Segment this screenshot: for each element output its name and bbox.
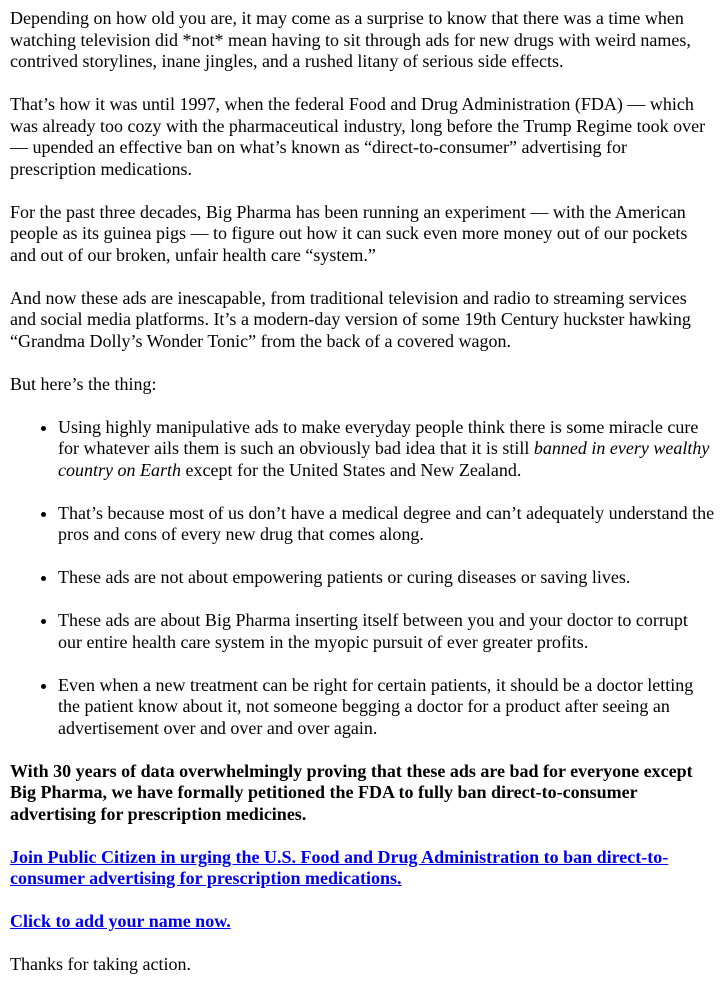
list-item <box>58 417 716 482</box>
argument-list <box>10 417 716 740</box>
thing-paragraph: But here’s the thing: <box>10 373 157 394</box>
intro-paragraph: Depending on how old you are, it may come as a surprise to know that there was a time when watching television did *not* mean having to sit through ads for new drugs with weird names, contrived storylines, inane jingles, and a rushed litany of serious side effects. <box>10 8 691 71</box>
history-paragraph: That’s how it was until 1997, when the federal Food and Drug Administration (FDA) — which was already too cozy with the pharmaceutical industry, long before the Trump Regime took over — upended an effective ban on what’s known as “direct-to-consumer” advertising for prescription medications. <box>10 94 706 179</box>
add-name-paragraph <box>10 911 716 933</box>
list-item: • Even when a new treatment can be right for certain patients, it should be a doctor letting the patient know about it, not someone begging a doctor for a product after seeing an advertisement over and over and over again. <box>58 675 716 740</box>
email-body <box>10 8 716 997</box>
bullet-text: Using highly manipulative ads to make everyday people think there is some miracle cure for whatever ails them is such an obviously bad idea that it is still <box>58 416 699 458</box>
join-petition-paragraph <box>10 847 716 890</box>
closing-text: Thanks for taking action. <box>10 954 191 974</box>
list-item: • These ads are not about empowering patients or curing diseases or saving lives. <box>58 567 716 589</box>
bullet-emphasis: banned in every wealthy country on Earth <box>58 438 710 480</box>
petition-statement-text: With 30 years of data overwhelmingly proving that these ads are bad for everyone except Big Pharma, we have formally petitioned the FDA to fully ban direct-to-consumer advertising for prescription medicines. <box>10 760 693 824</box>
experiment-paragraph: For the past three decades, Big Pharma has been running an experiment — with the American people as its guinea pigs — to figure out how it can suck even more money out of our pockets and out of our broken, unfair health care “system.” <box>10 201 688 265</box>
inescapable-paragraph: And now these ads are inescapable, from traditional television and radio to streaming services and social media platforms. It’s a modern-day version of some 19th Century huckster hawking “Grandma Dolly’s Wonder Tonic” from the back of a covered wagon. <box>10 287 691 351</box>
join-petition-link[interactable]: Join Public Citizen in urging the U.S. Food and Drug Administration to ban direct-to-consumer advertising for prescription medications. <box>10 846 669 888</box>
add-name-link[interactable]: Click to add your name now. <box>10 911 231 931</box>
petition-statement <box>10 761 716 826</box>
bullet-text: except for the United States and New Zealand. <box>181 459 522 480</box>
list-item: • These ads are about Big Pharma inserting itself between you and your doctor to corrupt our entire health care system in the myopic pursuit of ever greater profits. <box>58 610 716 653</box>
list-item: • That’s because most of us don’t have a medical degree and can’t adequately understand the pros and cons of every new drug that comes along. <box>58 503 716 546</box>
